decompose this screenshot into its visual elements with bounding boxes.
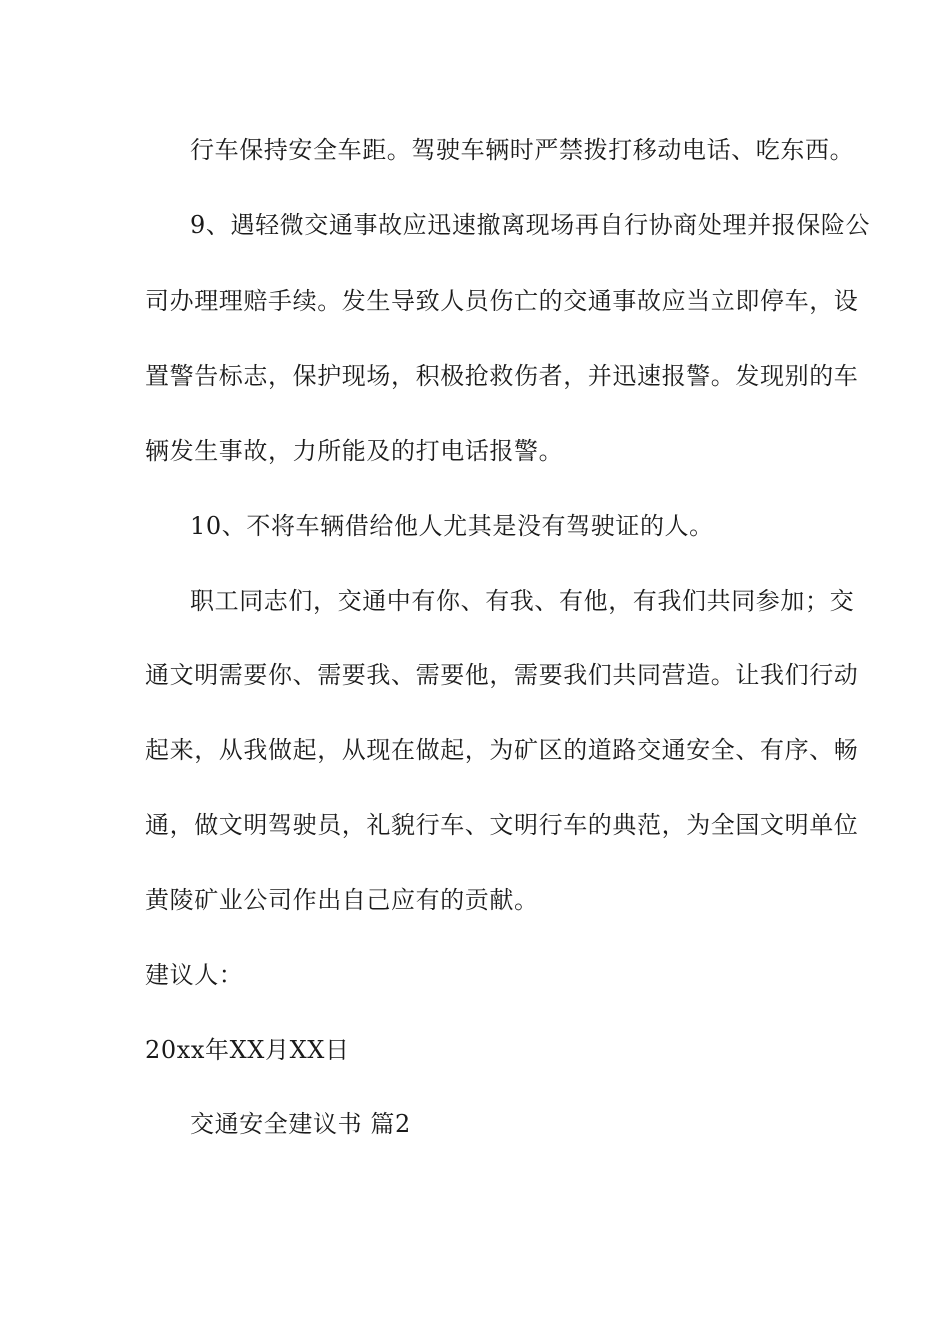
paragraph-line: 9、遇轻微交通事故应迅速撤离现场再自行协商处理并报保险公 (190, 211, 871, 239)
paragraph-line: 辆发生事故，力所能及的打电话报警。 (145, 437, 564, 465)
paragraph-line: 通文明需要你、需要我、需要他，需要我们共同营造。让我们行动 (145, 661, 859, 689)
signature-label: 建议人： (145, 961, 244, 989)
paragraph-line: 起来，从我做起，从现在做起，为矿区的道路交通安全、有序、畅 (145, 736, 859, 764)
paragraph-line: 10、不将车辆借给他人尤其是没有驾驶证的人。 (190, 512, 714, 540)
paragraph-line: 司办理理赔手续。发生导致人员伤亡的交通事故应当立即停车，设 (145, 287, 859, 315)
paragraph-line: 行车保持安全车距。驾驶车辆时严禁拨打移动电话、吃东西。 (190, 136, 855, 164)
paragraph-line: 通，做文明驾驶员，礼貌行车、文明行车的典范，为全国文明单位 (145, 811, 859, 839)
paragraph-line: 职工同志们，交通中有你、有我、有他，有我们共同参加；交 (190, 587, 855, 615)
date-line: 20xx年XX月XX日 (145, 1036, 350, 1064)
section-title: 交通安全建议书 篇2 (190, 1110, 411, 1138)
paragraph-line: 置警告标志，保护现场，积极抢救伤者，并迅速报警。发现别的车 (145, 362, 859, 390)
paragraph-line: 黄陵矿业公司作出自己应有的贡献。 (145, 886, 539, 914)
